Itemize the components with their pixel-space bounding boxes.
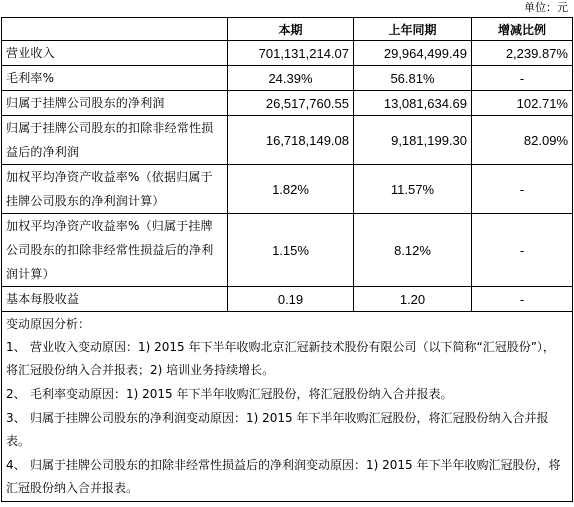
change-value: - <box>472 214 573 287</box>
note-number: 4、 <box>6 458 26 472</box>
note-text: 毛利率变动原因：1) 2015 年下半年收购汇冠股份，将汇冠股份纳入合并报表。 <box>30 387 453 401</box>
row-label: 加权平均净资产收益率%（依据归属于挂牌公司股东的净利润计算） <box>2 165 228 214</box>
current-value: 1.15% <box>228 214 354 287</box>
row-label: 营业收入 <box>2 41 228 66</box>
prior-value: 11.57% <box>354 165 472 214</box>
current-value: 701,131,214.07 <box>228 41 354 66</box>
table-row <box>2 41 573 66</box>
note-number: 3、 <box>6 411 26 425</box>
prior-value: 8.12% <box>354 214 472 287</box>
prior-value: 13,081,634.69 <box>354 91 472 116</box>
header-change-ratio: 增减比例 <box>472 18 573 41</box>
note-text: 营业收入变动原因：1) 2015 年下半年收购北京汇冠新技术股份有限公司（以下简称“汇冠股份”），将汇冠股份纳入合并报表；2) 培训业务持续增长。 <box>6 340 555 377</box>
notes-cell <box>2 312 573 502</box>
header-current-period: 本期 <box>228 18 354 41</box>
note-text: 归属于挂牌公司股东的净利润变动原因：1) 2015 年下半年收购汇冠股份，将汇冠股份纳入合并报表。 <box>6 411 549 448</box>
change-value: 102.71% <box>472 91 573 116</box>
row-label: 加权平均净资产收益率%（归属于挂牌公司股东的扣除非经常性损益后的净利润计算） <box>2 214 228 287</box>
table-row <box>2 287 573 312</box>
note-item <box>6 407 568 453</box>
header-prior-period: 上年同期 <box>354 18 472 41</box>
row-label: 归属于挂牌公司股东的扣除非经常性损益后的净利润 <box>2 116 228 165</box>
table-row <box>2 214 573 287</box>
prior-value: 29,964,499.49 <box>354 41 472 66</box>
note-item <box>6 454 568 500</box>
note-item <box>6 336 568 382</box>
table-row <box>2 165 573 214</box>
change-value: 82.09% <box>472 116 573 165</box>
table-row <box>2 91 573 116</box>
notes-row <box>2 312 573 502</box>
row-label: 基本每股收益 <box>2 287 228 312</box>
note-number: 2、 <box>6 387 26 401</box>
prior-value: 1.20 <box>354 287 472 312</box>
current-value: 24.39% <box>228 66 354 91</box>
row-label: 归属于挂牌公司股东的净利润 <box>2 91 228 116</box>
prior-value: 9,181,199.30 <box>354 116 472 165</box>
table-row <box>2 116 573 165</box>
note-number: 1、 <box>6 340 26 354</box>
financial-summary-table <box>1 17 573 502</box>
unit-label: 单位：元 <box>524 1 568 14</box>
current-value: 0.19 <box>228 287 354 312</box>
row-label: 毛利率% <box>2 66 228 91</box>
header-blank <box>2 18 228 41</box>
table-row <box>2 66 573 91</box>
change-value: - <box>472 287 573 312</box>
change-value: - <box>472 66 573 91</box>
prior-value: 56.81% <box>354 66 472 91</box>
table-header-row <box>2 18 573 41</box>
current-value: 1.82% <box>228 165 354 214</box>
current-value: 26,517,760.55 <box>228 91 354 116</box>
change-value: - <box>472 165 573 214</box>
note-text: 归属于挂牌公司股东的扣除非经常性损益后的净利润变动原因：1) 2015 年下半年收购汇冠股份，将汇冠股份纳入合并报表。 <box>6 458 561 495</box>
current-value: 16,718,149.08 <box>228 116 354 165</box>
note-item <box>6 383 568 406</box>
notes-title: 变动原因分析： <box>6 317 91 331</box>
change-value: 2,239.87% <box>472 41 573 66</box>
